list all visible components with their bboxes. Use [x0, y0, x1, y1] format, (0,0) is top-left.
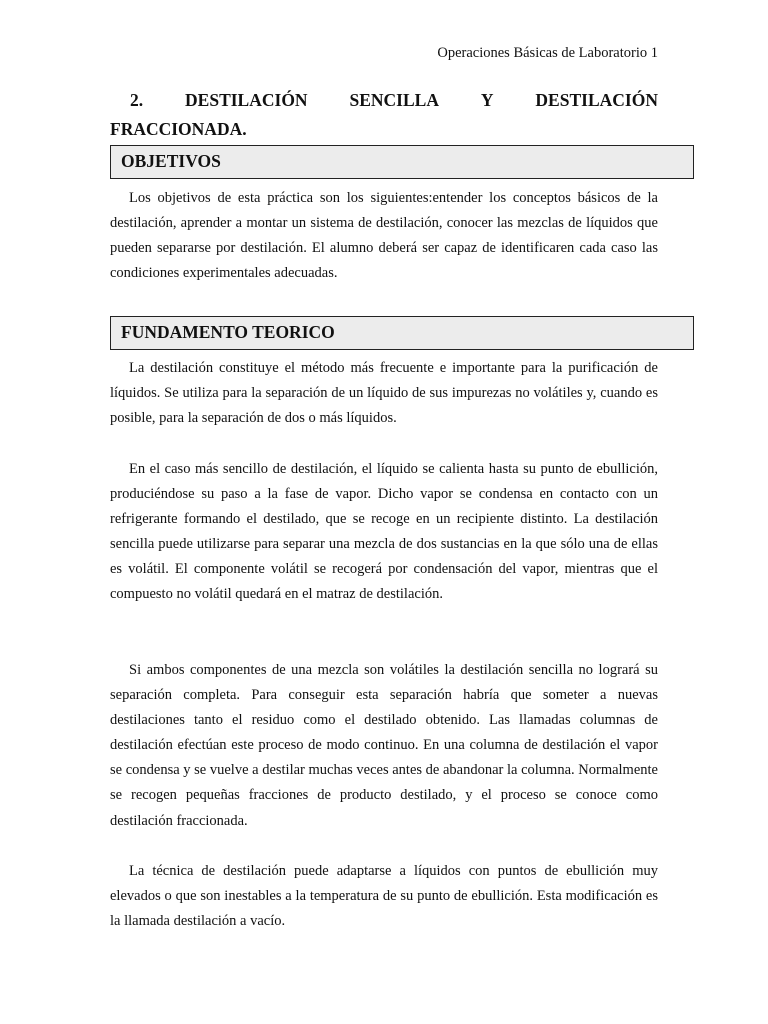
paragraph-fundamento-3: Si ambos componentes de una mezcla son volátiles la destilación sencilla no logrará su separación completa. Para conseguir esta separación habría que someter a nuevas destilaciones tanto el residuo como el destilado obtenido. Las llamadas columnas de destilación efectúan este proceso de modo continuo. En una columna de destilación el vapor se condensa y se vuelve a destilar muchas veces antes de abandonar la columna. Normalmente se recogen pequeñas fracciones de producto destilado, y el proceso se conoce como destilación fraccionada. [110, 662, 658, 829]
paragraph-fundamento-1: La destilación constituye el método más frecuente e importante para la purificación de líquidos. Se utiliza para la separación de un líquido de sus impurezas no volátiles y, cuando es posible, para la separación de dos o más líquidos. [110, 360, 658, 427]
paragraph-fundamento-4: La técnica de destilación puede adaptarse a líquidos con puntos de ebullición muy elevados o que son inestables a la temperatura de su punto de ebullición. Esta modificación es la llamada destilación a vacío. [110, 863, 658, 930]
paragraph-objetivos: Los objetivos de esta práctica son los siguientes:entender los conceptos básicos de la destilación, aprender a montar un sistema de destilación, conocer las mezclas de líquidos que pueden separarse por destilación. El alumno deberá ser capaz de identificaren cada caso las condiciones experimentales adecuadas. [110, 190, 658, 282]
chapter-title [110, 86, 658, 144]
running-header: Operaciones Básicas de Laboratorio 1 [437, 45, 658, 61]
chapter-title-word: SENCILLA [349, 90, 439, 110]
chapter-number: 2. [130, 90, 144, 110]
chapter-title-word: DESTILACIÓN [535, 90, 658, 110]
section-heading-objetivos: OBJETIVOS [110, 145, 694, 179]
paragraph-fundamento-2: En el caso más sencillo de destilación, el líquido se calienta hasta su punto de ebullición, produciéndose su paso a la fase de vapor. Dicho vapor se condensa en contacto con un refrigerante formando el destilado, que se recoge en un recipiente distinto. La destilación sencilla puede utilizarse para separar una mezcla de dos sustancias en la que sólo una de ellas es volátil. El componente volátil se recogerá por condensación del vapor, mientras que el compuesto no volátil quedará en el matraz de destilación. [110, 461, 658, 603]
chapter-title-line-2: FRACCIONADA. [110, 119, 247, 139]
chapter-title-word: DESTILACIÓN [185, 90, 308, 110]
chapter-title-word: Y [480, 90, 494, 110]
section-heading-fundamento: FUNDAMENTO TEORICO [110, 316, 694, 350]
chapter-title-line-1 [110, 86, 658, 115]
